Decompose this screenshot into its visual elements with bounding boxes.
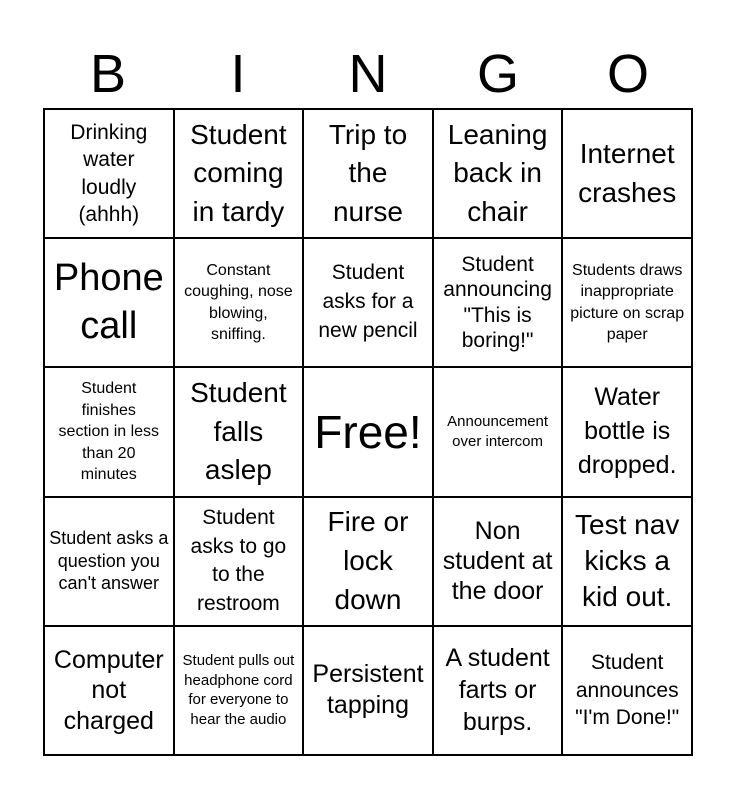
bingo-cell[interactable] — [433, 238, 563, 367]
header-letter-b: B — [89, 44, 127, 104]
header-letter-g: G — [476, 44, 519, 104]
cell-text: Announcement over intercom — [447, 413, 549, 450]
bingo-header — [43, 40, 693, 108]
bingo-cell[interactable] — [562, 626, 692, 755]
bingo-cell[interactable] — [562, 367, 692, 496]
bingo-cell[interactable] — [44, 497, 174, 626]
cell-text: Student announces "I'm Done!" — [575, 650, 680, 730]
cell-text: Non student at the door — [442, 517, 553, 606]
cell-text: Phone call — [53, 257, 164, 347]
header-letter-o: O — [606, 44, 649, 104]
bingo-cell[interactable] — [174, 109, 304, 238]
bingo-cell[interactable] — [433, 367, 563, 496]
cell-text: Leaning back in chair — [447, 118, 548, 227]
bingo-cell[interactable] — [44, 238, 174, 367]
cell-text: Internet crashes — [578, 137, 677, 208]
cell-text: Persistent tapping — [312, 660, 424, 720]
cell-text: Fire or lock down — [327, 506, 409, 615]
free-space-cell[interactable] — [303, 367, 433, 496]
bingo-cell[interactable] — [433, 497, 563, 626]
cell-text: Constant coughing, nose blowing, sniffing. — [184, 261, 293, 344]
bingo-cell[interactable] — [303, 626, 433, 755]
bingo-cell[interactable] — [303, 238, 433, 367]
bingo-cell[interactable] — [303, 497, 433, 626]
bingo-cell[interactable] — [44, 109, 174, 238]
free-space-text: Free! — [314, 405, 422, 458]
header-letter-i: I — [230, 44, 246, 104]
cell-text: Student pulls out headphone cord for everyone to hear the audio — [182, 652, 295, 728]
bingo-cell[interactable] — [562, 497, 692, 626]
bingo-cell[interactable] — [174, 497, 304, 626]
bingo-cell[interactable] — [562, 238, 692, 367]
bingo-cell[interactable] — [174, 626, 304, 755]
bingo-cell[interactable] — [44, 367, 174, 496]
bingo-cell[interactable] — [174, 367, 304, 496]
cell-text: Student announcing "This is boring!" — [443, 252, 552, 353]
bingo-cell[interactable] — [433, 626, 563, 755]
cell-text: Test nav kicks a kid out. — [575, 508, 680, 613]
bingo-cell[interactable] — [303, 109, 433, 238]
cell-text: Student asks a question you can't answer — [49, 528, 169, 594]
bingo-cell[interactable] — [433, 109, 563, 238]
cell-text: Student coming in tardy — [190, 118, 287, 227]
cell-text: Drinking water loudly (ahhh) — [70, 121, 148, 226]
cell-text: Student finishes section in less than 20 minutes — [58, 380, 160, 484]
cell-text: Student falls aslep — [190, 377, 287, 486]
cell-text: Student asks for a new pencil — [318, 261, 418, 343]
cell-text: Trip to the nurse — [328, 118, 408, 227]
bingo-cell[interactable] — [44, 626, 174, 755]
cell-text: Students draws inappropriate picture on scrap paper — [570, 261, 685, 344]
header-letter-n: N — [348, 44, 388, 104]
cell-text: Student asks to go to the restroom — [190, 506, 287, 615]
bingo-cell[interactable] — [562, 109, 692, 238]
cell-text: Computer not charged — [53, 645, 164, 735]
cell-text: A student farts or burps. — [445, 644, 550, 737]
cell-text: Water bottle is dropped. — [577, 383, 677, 479]
bingo-grid — [43, 108, 693, 756]
bingo-cell[interactable] — [174, 238, 304, 367]
